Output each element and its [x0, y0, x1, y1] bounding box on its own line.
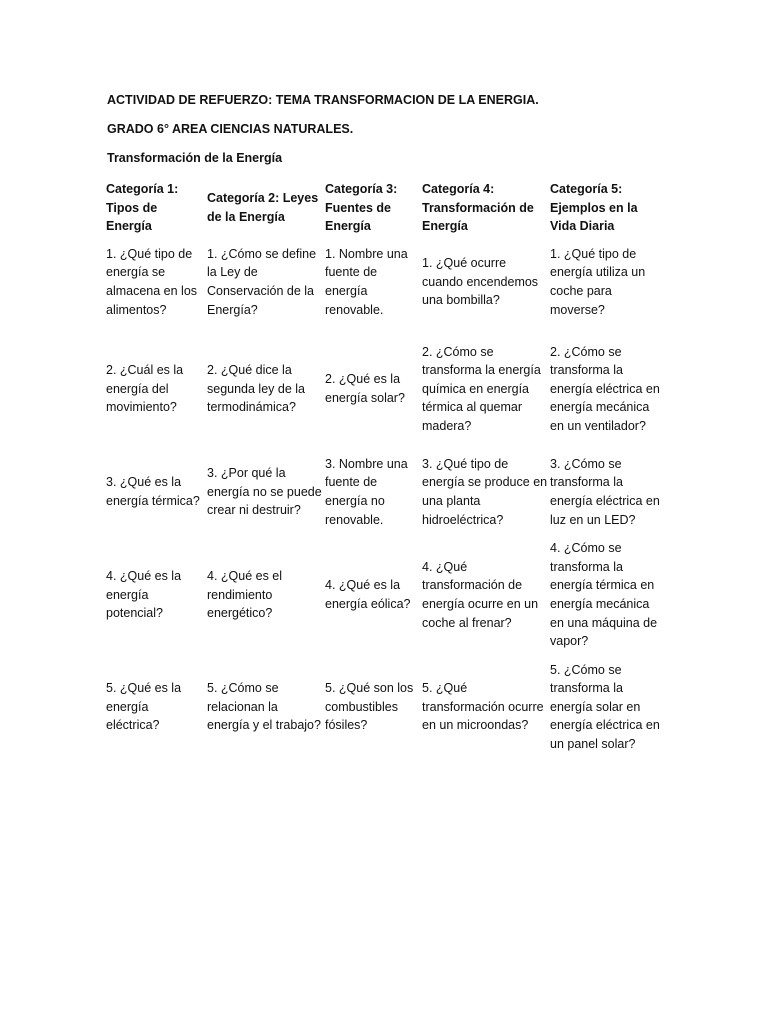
table-row [106, 328, 666, 450]
table-cell: 1. ¿Qué tipo de energía se almacena en los alimentos? [106, 246, 198, 317]
table-cell: 4. ¿Qué es la energía potencial? [106, 569, 182, 621]
table-cell: 2. ¿Cómo se transforma la energía eléctrica en energía mecánica en un ventilador? [550, 344, 660, 433]
table-cell: 4. ¿Qué transformación de energía ocurre en un coche al frenar? [422, 559, 539, 630]
table-cell: 5. ¿Qué transformación ocurre en un microondas? [422, 681, 544, 733]
table-cell: 2. ¿Qué es la energía solar? [325, 372, 405, 405]
table-header-row [106, 180, 666, 236]
table-row [106, 656, 666, 758]
document-title: ACTIVIDAD DE REFUERZO: TEMA TRANSFORMACION DE LA ENERGIA. [107, 93, 539, 107]
table-cell: 3. ¿Qué tipo de energía se produce en una planta hidroeléctrica? [422, 456, 548, 527]
table-cell: 1. ¿Qué ocurre cuando encendemos una bombilla? [422, 256, 539, 308]
header-category-5: Categoría 5: Ejemplos en la Vida Diaria [550, 182, 638, 234]
grade-area-line: GRADO 6° AREA CIENCIAS NATURALES. [107, 122, 354, 136]
question-table [106, 180, 666, 758]
table-cell: 1. ¿Cómo se define la Ley de Conservación de la Energía? [207, 246, 317, 317]
header-category-1: Categoría 1: Tipos de Energía [106, 182, 179, 234]
table-cell: 4. ¿Qué es la energía eólica? [325, 578, 411, 611]
table-cell: 4. ¿Qué es el rendimiento energético? [207, 569, 283, 621]
table-cell: 5. ¿Qué son los combustibles fósiles? [325, 681, 414, 733]
header-category-2: Categoría 2: Leyes de la Energía [207, 191, 319, 224]
document-subtitle: Transformación de la Energía [107, 151, 283, 165]
table-cell: 2. ¿Cómo se transforma la energía química en energía térmica al quemar madera? [422, 344, 541, 433]
table-cell: 3. ¿Por qué la energía no se puede crear ni destruir? [207, 466, 322, 518]
table-cell: 5. ¿Cómo se relacionan la energía y el trabajo? [207, 681, 321, 733]
table-cell: 3. Nombre una fuente de energía no renovable. [325, 456, 408, 527]
table-cell: 2. ¿Cuál es la energía del movimiento? [106, 363, 184, 415]
table-cell: 3. ¿Cómo se transforma la energía eléctrica en luz en un LED? [550, 456, 660, 527]
table-row [106, 450, 666, 534]
table-cell: 1. Nombre una fuente de energía renovable. [325, 246, 408, 317]
table-row [106, 534, 666, 656]
table-cell: 3. ¿Qué es la energía térmica? [106, 475, 200, 508]
table-cell: 2. ¿Qué dice la segunda ley de la termodinámica? [207, 363, 305, 415]
table-cell: 1. ¿Qué tipo de energía utiliza un coche para moverse? [550, 246, 646, 317]
table-cell: 4. ¿Cómo se transforma la energía térmica en energía mecánica en una máquina de vapor? [550, 541, 658, 649]
table-row [106, 236, 666, 328]
table-cell: 5. ¿Cómo se transforma la energía solar en energía eléctrica en un panel solar? [550, 662, 660, 751]
header-category-4: Categoría 4: Transformación de Energía [422, 182, 534, 234]
table-cell: 5. ¿Qué es la energía eléctrica? [106, 681, 182, 733]
header-category-3: Categoría 3: Fuentes de Energía [325, 182, 398, 234]
